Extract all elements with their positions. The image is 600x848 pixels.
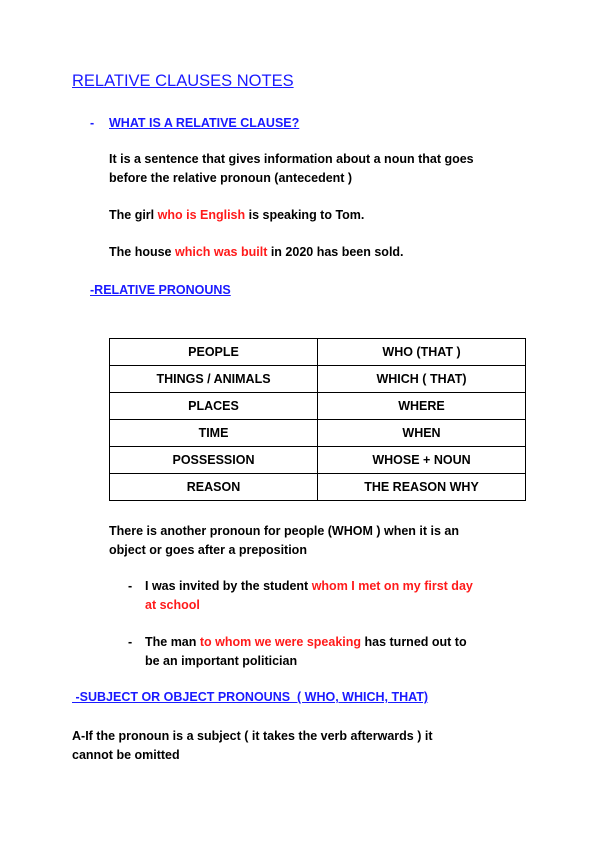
example-1-pre: The girl (109, 208, 158, 222)
bullet-1-line-2: at school (145, 598, 200, 612)
table-cell-antecedent: PEOPLE (110, 339, 318, 366)
table-row (110, 366, 526, 393)
definition-line-1: It is a sentence that gives information about a noun that goes (109, 152, 474, 166)
section3-line-2: cannot be omitted (72, 748, 180, 762)
table-row (110, 339, 526, 366)
section1-heading: WHAT IS A RELATIVE CLAUSE? (109, 116, 300, 130)
page-title: RELATIVE CLAUSES NOTES (72, 72, 294, 90)
table-cell-antecedent: TIME (110, 420, 318, 447)
table-cell-pronoun: WHEN (318, 420, 526, 447)
bullet-1-clause: whom I met on my first day (311, 579, 473, 593)
bullet-2-dash: - (128, 635, 133, 649)
bullet-1-pre: I was invited by the student (145, 579, 312, 593)
section3-line-1: A-If the pronoun is a subject ( it takes the verb afterwards ) it (72, 729, 433, 743)
example-1-clause: who is English (157, 208, 246, 222)
example-1 (109, 206, 364, 225)
example-2 (109, 243, 404, 262)
example-2-clause: which was built (174, 245, 268, 259)
bullet-1-line-1 (145, 577, 473, 596)
whom-note-line-1: There is another pronoun for people (WHOM ) when it is an (109, 524, 460, 538)
pronoun-table (109, 338, 526, 501)
bullet-2-line-1 (145, 633, 467, 652)
example-2-pre: The house (109, 245, 175, 259)
bullet-2-line-2: be an important politician (145, 654, 298, 668)
definition-line-2: before the relative pronoun (antecedent ) (109, 171, 353, 185)
section2-heading: -RELATIVE PRONOUNS (90, 283, 231, 297)
example-1-post: is speaking to Tom. (245, 208, 365, 222)
bullet-1-dash: - (128, 579, 133, 593)
table-cell-antecedent: THINGS / ANIMALS (110, 366, 318, 393)
table-cell-pronoun: THE REASON WHY (318, 474, 526, 501)
bullet-2-clause: to whom we were speaking (199, 635, 362, 649)
table-cell-pronoun: WHERE (318, 393, 526, 420)
bullet-2-pre: The man (145, 635, 200, 649)
whom-note-line-2: object or goes after a preposition (109, 543, 307, 557)
table-row (110, 474, 526, 501)
table-cell-pronoun: WHICH ( THAT) (318, 366, 526, 393)
section3-heading: -SUBJECT OR OBJECT PRONOUNS ( WHO, WHICH, THAT) (72, 690, 429, 704)
table-cell-pronoun: WHOSE + NOUN (318, 447, 526, 474)
table-row (110, 393, 526, 420)
example-2-post: in 2020 has been sold. (267, 245, 404, 259)
bullet-2-post: has turned out to (361, 635, 467, 649)
table-row (110, 420, 526, 447)
table-cell-antecedent: PLACES (110, 393, 318, 420)
table-cell-antecedent: REASON (110, 474, 318, 501)
table-row (110, 447, 526, 474)
table-cell-antecedent: POSSESSION (110, 447, 318, 474)
section1-dash: - (90, 116, 95, 130)
table-cell-pronoun: WHO (THAT ) (318, 339, 526, 366)
